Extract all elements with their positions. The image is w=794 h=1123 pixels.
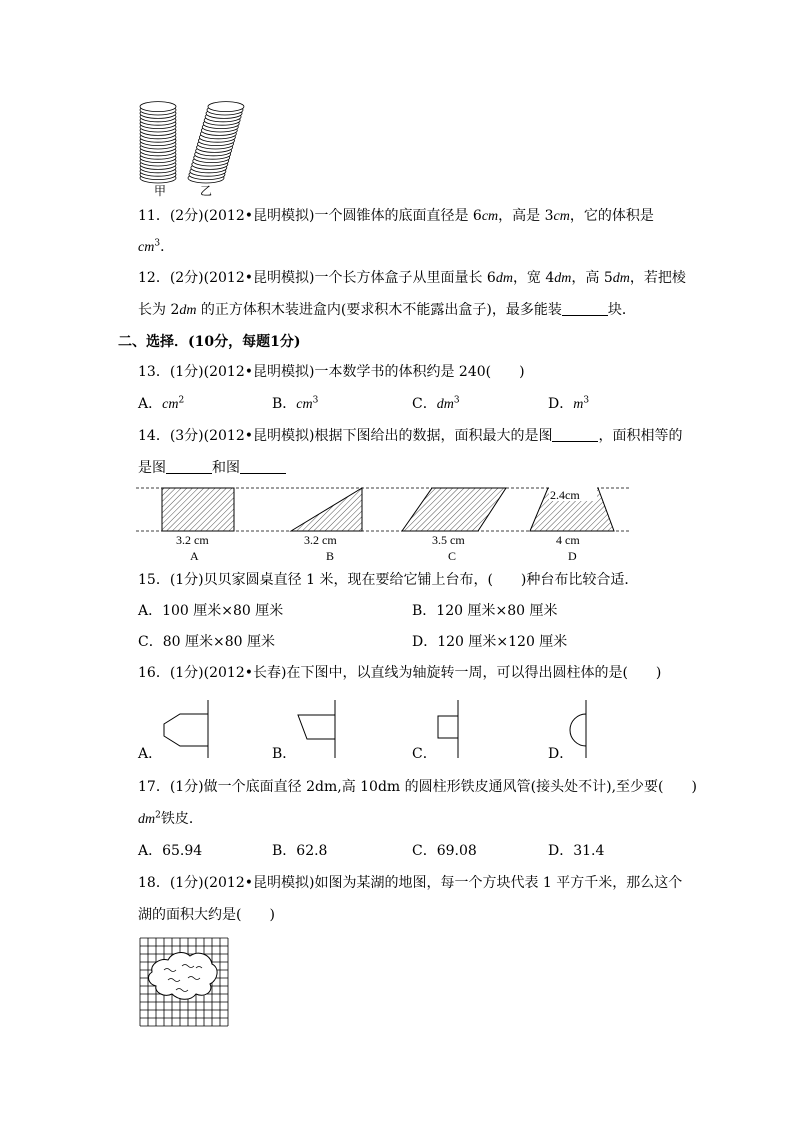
answer-blank[interactable] <box>562 301 608 316</box>
letter-d: D <box>568 549 577 563</box>
shape-b <box>298 715 335 739</box>
q16-option-b[interactable]: B． <box>272 746 297 762</box>
label-d-width: 4 cm <box>556 533 580 547</box>
coin-stack-tilted <box>188 102 244 183</box>
lake-outline <box>149 953 218 1000</box>
q15-option-d[interactable]: D．120 厘米×120 厘米 <box>412 634 568 650</box>
answer-blank[interactable] <box>240 459 286 474</box>
q13-option-d[interactable]: D．$m^3$ <box>548 395 590 412</box>
question-17-line2: $dm^2$铁皮． <box>138 810 203 827</box>
answer-blank[interactable] <box>166 459 212 474</box>
question-12: 12．(2分)(2012•昆明模拟)一个长方体盒子从里面量长 6dm，宽 4dm，高 5dm，若把棱 <box>138 270 686 286</box>
label-jia: 甲 <box>154 184 167 198</box>
q15-option-c[interactable]: C．80 厘米×80 厘米 <box>138 634 275 650</box>
shape-c-parallelogram <box>402 488 506 531</box>
question-18: 18．(1分)(2012•昆明模拟)如图为某湖的地图，每一个方块代表 1 平方千米，那么这个 <box>138 875 683 891</box>
q17-option-b[interactable]: B．62.8 <box>272 843 328 859</box>
question-13: 13．(1分)(2012•昆明模拟)一本数学书的体积约是 240( ) <box>138 364 525 380</box>
q17-option-d[interactable]: D．31.4 <box>548 843 605 859</box>
letter-c: C <box>448 549 457 563</box>
q15-option-a[interactable]: A．100 厘米×80 厘米 <box>138 603 284 619</box>
question-17: 17．(1分)做一个底面直径 2dm,高 10dm 的圆柱形铁皮通风管(接头处不计),至少要( ) <box>138 779 697 795</box>
coin-stack-straight <box>140 102 176 183</box>
question-15: 15．(1分)贝贝家圆桌直径 1 米，现在要给它铺上台布，( )种台布比较合适． <box>138 572 639 588</box>
label-yi: 乙 <box>200 184 213 198</box>
answer-blank[interactable] <box>552 427 598 442</box>
question-14-line2: 是图 和图 <box>138 458 286 478</box>
question-16: 16．(1分)(2012•长春)在下图中，以直线为轴旋转一周，可以得出圆柱体的是( ) <box>138 665 662 681</box>
q13-option-a[interactable]: A．$cm^2$ <box>138 395 185 412</box>
coin-stacks-figure <box>134 96 254 200</box>
coin <box>208 102 244 112</box>
shapes-figure <box>136 482 634 566</box>
shape-b-triangle <box>291 488 362 531</box>
q15-option-b[interactable]: B．120 厘米×80 厘米 <box>412 603 558 619</box>
letter-a: A <box>190 549 199 563</box>
label-a-width: 3.2 cm <box>176 533 209 547</box>
question-11-line2: $cm^3$． <box>138 238 175 255</box>
q13-option-b[interactable]: B．$cm^3$ <box>272 395 319 412</box>
question-11: 11．(2分)(2012•昆明模拟)一个圆锥体的底面直径是 6cm，高是 3cm，它的体积是 <box>138 208 654 224</box>
shape-d <box>570 714 586 746</box>
label-2-4cm: 2.4cm <box>550 488 580 502</box>
question-12-line2: 长为 2dm 的正方体积木装进盒内(要求积木不能露出盒子)，最多能装 块． <box>138 302 636 318</box>
shape-a-rectangle <box>162 488 234 531</box>
section-heading: 二、选择．(10分，每题1分) <box>118 334 301 350</box>
q16-option-a[interactable]: A． <box>138 746 163 762</box>
shape-c <box>438 716 458 738</box>
q16-option-d[interactable]: D． <box>548 746 574 762</box>
label-b-width: 3.2 cm <box>304 533 337 547</box>
question-14: 14．(3分)(2012•昆明模拟)根据下图给出的数据，面积最大的是图 ，面积相等的 <box>138 428 683 444</box>
shape-a <box>164 714 208 746</box>
q17-option-a[interactable]: A．65.94 <box>138 843 203 859</box>
q17-option-c[interactable]: C．69.08 <box>412 843 477 859</box>
coin <box>140 102 176 112</box>
question-18-line2: 湖的面积大约是( ) <box>138 907 275 923</box>
q13-option-c[interactable]: C．$dm^3$ <box>412 395 460 412</box>
letter-b: B <box>326 549 335 563</box>
lake-map-grid <box>138 936 230 1028</box>
label-c-width: 3.5 cm <box>432 533 465 547</box>
q16-option-c[interactable]: C． <box>412 746 437 762</box>
